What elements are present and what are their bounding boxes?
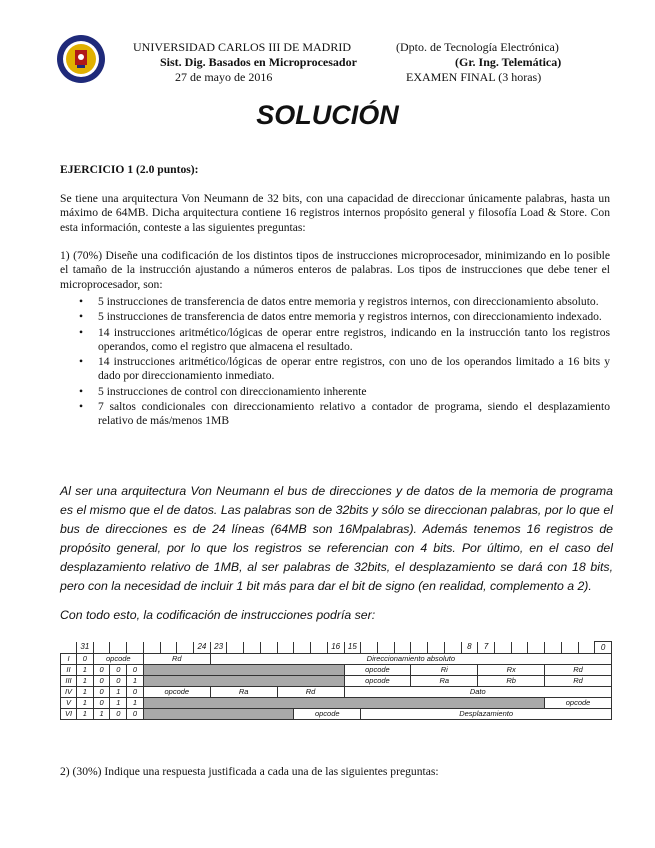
exam-date: 27 de mayo de 2016 [175,70,273,84]
bit-cell: 1 [77,676,94,687]
bit-label: 24 [194,642,211,654]
bit-cell: 1 [110,687,127,698]
list-item: • 7 saltos condicionales con direccionamiento relativo a contador de programa, siendo el desplazamiento relativo de más/menos 1MB [98,400,610,429]
row-type: III [61,676,77,687]
bit-cell: 0 [110,676,127,687]
bit-cell: 0 [77,654,94,665]
list-item: • 14 instrucciones aritmético/lógicas de operar entre registros, con uno de los operandos limitado a 16 bits y dado por direccionamiento inmediato. [98,355,610,384]
bit-cell: 0 [93,676,110,687]
instruction-encoding-table [60,641,612,720]
bit-cell: 1 [77,709,94,720]
intro-paragraph: Se tiene una arquitectura Von Neumann de 32 bits, con una capacidad de direccionar únicamente palabras, hasta un máximo de 64MB. Dicha arquitectura contiene 16 registros internos propósito general y filosofía Load & Store. Con esta información, conteste a las siguientes preguntas: [60,192,610,234]
opcode-field: opcode [545,698,612,709]
bit-cell: 1 [110,698,127,709]
bit-cell: 0 [127,687,144,698]
bit-label: 15 [344,642,361,654]
question-1: 1) (70%) Diseñe una codificación de los distintos tipos de instrucciones microprocesador, minimizando en lo posible el tamaño de la instrucción ajustando a números enteros de palabras. Los tipos de instrucciones que debe tener el microprocesador, son: [60,249,610,291]
opcode-field: opcode [344,665,411,676]
rd-field: Rd [545,665,612,676]
answer-paragraph: Al ser una arquitectura Von Neumann el bus de direcciones y de datos de la memoria de programa es el mismo que el de datos. Las palabras son de 32bits y sólo se direccionan palabras, por lo que el bus de direcciones es de 24 líneas (64MB son 16Mpalabras). Además tenemos 16 registros de propósito general, por lo que los registros se referencian con 4 bits. Por último, en el caso del desplazamiento relativo de 1MB, al ser palabras de 32bits, el desplazamiento se dará con 18 bits, pero con la necesidad de incluir 1 bit más para dar el bit de signo (en realidad, complemento a 2). [60,484,613,593]
bit-label: 23 [210,642,227,654]
list-item: • 5 instrucciones de control con direccionamiento inherente [98,385,610,399]
bit-cell: 0 [93,665,110,676]
list-item: • 5 instrucciones de transferencia de datos entre memoria y registros internos, con direccionamiento absoluto. [98,295,610,309]
opcode-field: opcode [93,654,143,665]
university-name: UNIVERSIDAD CARLOS III DE MADRID [133,40,351,54]
row-type: IV [61,687,77,698]
list-item: • 14 instrucciones aritmético/lógicas de operar entre registros, indicando en la instrucción tanto los registros operandos, como el registro que almacena el resultado. [98,326,610,355]
bit-label: 31 [77,642,94,654]
bit-cell: 1 [77,687,94,698]
row-type: V [61,698,77,709]
answer-conclusion: Con todo esto, la codificación de instrucciones podría ser: [60,608,376,622]
table-row [61,665,612,676]
opcode-field: opcode [294,709,361,720]
page-title: SOLUCIÓN [256,100,399,130]
instruction-list [60,295,610,430]
rd-field: Rd [545,676,612,687]
opcode-field: opcode [344,676,411,687]
bit-label: 8 [461,642,478,654]
table-row [61,654,612,665]
row-type: II [61,665,77,676]
table-row [61,676,612,687]
exam-type: EXAMEN FINAL (3 horas) [406,70,542,84]
bit-cell: 1 [127,676,144,687]
unused-field [143,665,344,676]
table-row [61,709,612,720]
bit-cell: 0 [110,665,127,676]
displacement-field: Desplazamiento [361,709,612,720]
row-type: VI [61,709,77,720]
department-name: (Dpto. de Tecnología Electrónica) [396,40,559,54]
bit-cell: 0 [127,665,144,676]
table-row [61,687,612,698]
address-field: Direccionamiento absoluto [210,654,611,665]
bit-label: 7 [478,642,495,654]
bit-cell: 0 [93,687,110,698]
bit-number-row [61,642,612,654]
rd-field: Rd [277,687,344,698]
opcode-field: opcode [143,687,210,698]
course-name: Sist. Dig. Basados en Microprocesador [160,55,357,69]
data-field: Dato [344,687,612,698]
rb-field: Rb [478,676,545,687]
unused-field [143,698,544,709]
bit-label: 16 [327,642,344,654]
table-row [61,698,612,709]
question-2: 2) (30%) Indique una respuesta justificada a cada una de las siguientes preguntas: [60,765,439,778]
list-item: • 5 instrucciones de transferencia de datos entre memoria y registros internos, con direccionamiento indexado. [98,310,610,324]
ri-field: Ri [411,665,478,676]
exercise-heading: EJERCICIO 1 (2.0 puntos): [60,163,199,176]
bit-cell: 0 [110,709,127,720]
ra-field: Ra [210,687,277,698]
bit-cell: 1 [93,709,110,720]
ra-field: Ra [411,676,478,687]
bit-cell: 1 [77,698,94,709]
university-seal-logo [56,34,106,84]
bit-cell: 1 [127,698,144,709]
unused-field [143,676,344,687]
rx-field: Rx [478,665,545,676]
degree-name: (Gr. Ing. Telemática) [455,55,562,69]
bit-label: 0 [595,642,612,654]
rd-field: Rd [143,654,210,665]
bit-cell: 0 [93,698,110,709]
row-type: I [61,654,77,665]
bit-cell: 1 [77,665,94,676]
bit-cell: 0 [127,709,144,720]
unused-field [143,709,293,720]
